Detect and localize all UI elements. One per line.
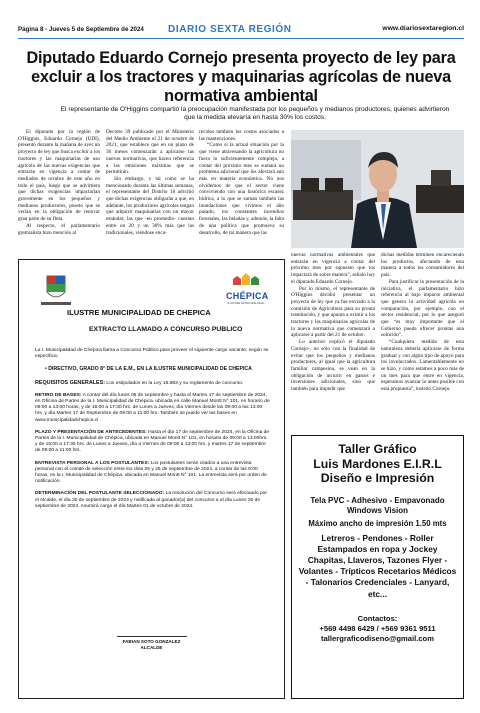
article-paragraph: Lo anterior explicó el diputado Cornejo-, no sólo con la finalidad de evitar que los pequeños y medianos productores, al igual que la agricultura familiar campesina, se vean en la obligación de incurrir en gastos e inversiones adicionales, sino que también para impedir que: [291, 339, 375, 393]
article-paragraph: Sin embargo, y tal como se ha mencionado durante las últimas semanas, el representante del Distrito 16 advirtió que dichas exigencias obligarán a que, en adelante, los productores agrícolas tengan que adquirir maquinarias con un mayor estándar, las que -en promedio- cuestan entre un 20 y un 30% más que las tradicionales, viéndose enca-: [106, 175, 194, 236]
notice-position: • DIRECTIVO, GRADO 8° DE LA E.M., EN LA ILUSTRE MUNICIPALIDAD DE CHEPICA: [45, 366, 252, 373]
article-paragraph: “Como si la actual situación por la que viene atravesando la agricultura no fuera lo suficientemente compleja, a contar del próximo mes se sumará un problema adicional que los afectará aún más en materia económica. No nos olvidemos de que el sector viene conviviendo con una histórica escasez hídrica, a lo que se suman también las inundaciones que vivimos el año pasado, los constantes incendios forestales, las heladas y, además, la falta de una política que promueva su desarrollo, de tal manera que las: [199, 142, 284, 236]
ad-product-list: Letreros - Pendones - Roller Estampados en ropa y Jockey Chapitas, Llaveros, Tazones Flyer - Volantes - Trípticos Recetarios Médicos - Talonarios Credenciales - Lanyard, etc...: [298, 532, 457, 599]
signature-line: [117, 636, 187, 637]
article-column-2: [106, 129, 194, 236]
entrevista-text: Los postulantes serán citados a una entrevista personal con el comité de selección entre los días 25 y 26 de septiembre de 2024, a contar de las 9:00 horas, en la I. Municipalidad de Chépica, ubicada en Manuel Montt N° 101. La entrevista será por orden de notificación.: [35, 460, 267, 485]
determinacion-label: DETERMINACIÓN DEL POSTULANTE SELECCIONADO:: [35, 491, 165, 497]
article-paragraph: recidos también los costos asociados a las mantenciones.: [199, 129, 284, 142]
article-paragraph: El diputado por la región de O'Higgins, Eduardo Cornejo (UDI), presentó durante la mañana de ayer un proyecto de ley que busca excluir a los tractores y las maquinarias de uso agrícola de las nuevas exigencias que entrarán en vigencia a contar de mediados de octubre de este año en todo el país, luego que se advirtiera que dichas exigencias impactarían gravemente en los pequeños y medianos productores, puesto que se verían en la obligación de renovar gran parte de su flota.: [18, 129, 100, 223]
page-header: [18, 24, 464, 38]
ad-services-1: Tela PVC - Adhesivo - Empavonado: [310, 495, 445, 505]
article-column-1: [18, 129, 100, 236]
article-column-3: [199, 129, 284, 236]
ad-phones[interactable]: +569 4498 6429 / +569 9361 9511: [319, 623, 436, 633]
requisitos-text: Los estipulados en la Ley 18.883 y su reglamento de concurso.: [106, 380, 244, 386]
notice-plazo: [35, 430, 271, 455]
municipal-notice: [18, 259, 285, 699]
print-shop-ad: [291, 435, 464, 699]
ad-max-width: Máximo ancho de impresión 1.50 mts: [308, 518, 447, 528]
notice-requisitos: [35, 380, 271, 387]
notice-body: [35, 348, 271, 516]
chepica-logo-text: CHÉPICA: [226, 291, 269, 301]
notice-determinacion: [35, 491, 271, 510]
notice-subtitle: EXTRACTO LLAMADO A CONCURSO PUBLICO: [89, 326, 243, 333]
website-link[interactable]: www.diariosextaregion.cl: [382, 25, 464, 32]
chepica-logo: [226, 272, 269, 308]
article-paragraph: nuevas normativas ambientales que entrarán en vigencia a contar del próximo mes por supuesto que los impactará de sobre manera”, señaló hoy el diputado Eduardo Cornejo.: [291, 252, 375, 285]
article-paragraph: Decreto 39 publicado por el Ministerio del Medio Ambiente el 21 de octubre de 2021, que establece que en un plazo de 36 meses comenzarán a aplicarse las nuevas normativas, que hacen referencia a las emisiones máximas que se permitirán.: [106, 129, 194, 176]
ad-services-2: Windows Vision: [346, 506, 409, 515]
newspaper-name: DIARIO SEXTA REGIÓN: [168, 24, 292, 35]
article-paragraph: Para justificar la presentación de la iniciativa, el parlamentario hizo referencia al bajo impacto ambiental que genera la actividad agrícola en comparación, por ejemplo, con el sector residencial, por lo que aseguró que “es muy importante que el Gobierno pueda ofrecer prontas una solución”.: [381, 278, 464, 339]
requisitos-label: REQUISITOS GENERALES:: [35, 379, 105, 386]
retiro-text: A contar del día lunes 05 de septiembre y hasta el Martes 17 de septiembre de 2024, en Oficina de Partes de la I. Municipalidad de Chépica, ubicada en calle Manuel Montt N° 101, en horario de 09:00 a 13:00 horas, y de 15:00 a 17:30 hrs. de Lunes a Jueves, día Viernes desde las 09:00 a las 13:00 hrs. y día Martes 17 de Septiembre de 09:00 a 11:00 hrs. También se puede ver las bases en www.municipalidadchepica.cl: [35, 392, 270, 423]
article-paragraph: Al respecto, el parlamentario gremialista hizo mención al: [18, 222, 100, 236]
ad-email[interactable]: tallergraficodiseno@gmail.com: [321, 633, 434, 643]
notice-intro: La I. Municipalidad de Chépica llama a Concurso Público para proveer el siguiente cargo vacante, según se especifica:: [35, 348, 269, 360]
plazo-label: PLAZO Y PRESENTACIÓN DE ANTECEDENTES:: [35, 429, 147, 435]
notice-entrevista: [35, 461, 271, 486]
article-paragraph: “Cualquiera medida de esta naturaleza debería aplicarse de forma gradual y con algún tipo de apoyo para los involucrados. Lamentablemente no se hizo, y como estamos a poco más de un mes para que entre en vigencia, esperamos avanzar lo antes posible con esta propuesta”, insistió Cornejo.: [381, 339, 464, 393]
header-divider: [18, 38, 464, 39]
ad-business-tagline: Diseño e Impresión: [320, 471, 435, 485]
article-photo: [291, 130, 464, 248]
notice-retiro: [35, 393, 271, 424]
determinacion-text: La resolución del Concurso será efectuado por el Alcalde, el día 30 de septiembre de 2024 y notificada al ganador(a) del concurso a el día Lunes 30 de septiembre de 2024. Asumirá cargo el día Martes 01 de octubre de 2024.: [35, 491, 268, 509]
plazo-text: Hasta el día 17 de septiembre de 2024, en la Oficina de Partes de la I. Municipalidad de Chépica, ubicada en Manuel Montt N° 101, en horario de 09:00 a 13.00hrs. y de 15:00 a 17:30 hrs. de Lunes a Jueves, día a Viernes de 09:00 a 13:00 hrs. y martes 17 de septiembre de 09:00 a 11:00 hrs.: [35, 429, 270, 454]
signer-role: ALCALDE: [140, 644, 163, 650]
town-skyline-icon: [231, 272, 261, 286]
notice-signature: [19, 636, 284, 651]
ad-business-name: Luis Mardones E.I.R.L: [313, 456, 442, 471]
page-date: Página 8 - Jueves 5 de Septiembre de 2024: [18, 26, 144, 33]
article-column-5: [381, 252, 464, 393]
article-deck: El representante de O'Higgins compartió la preocupación manifestada por los pequeños y medianos productores, quienes advirtieron que la medida elevaría en hasta 30% los costos.: [60, 106, 450, 121]
photo-illustration: [291, 130, 464, 248]
ad-business-line-1: Taller Gráfico: [338, 442, 417, 456]
retiro-label: RETIRO DE BASES:: [35, 392, 82, 398]
article-paragraph: dichas medidas terminen encareciendo los productos, afectando de esta manera a todos los consumidores del país.: [381, 252, 464, 279]
article-paragraph: Por lo mismo, el representante de O'Higgins decidió presentar un proyecto de ley que ya fue enviado a la comisión de Agricultura para su pronta tramitación, y que apunta a eximir a los tractores y las maquinarias agrícolas de la nueva normativa que comenzará a aplicarse a partir del 21 de octubre.: [291, 285, 375, 339]
article-headline: Diputado Eduardo Cornejo presenta proyecto de ley para excluir a los tractores y maquinarias agrícolas de nueva normativa ambiental: [26, 49, 456, 105]
ad-contact-label: Contactos:: [357, 613, 398, 623]
municipal-crest-logo: [37, 272, 75, 308]
entrevista-label: ENTREVISTA PERSONAL A LOS POSTULANTES:: [35, 460, 150, 466]
notice-position-text: DIRECTIVO, GRADO 8° DE LA E.M., EN LA ILUSTRE MUNICIPALIDAD DE CHEPICA: [48, 366, 252, 373]
notice-title: ILUSTRE MUNICIPALIDAD DE CHEPICA: [67, 308, 211, 317]
chepica-logo-subtext: ILUSTRE MUNICIPALIDAD: [227, 301, 265, 305]
article-column-4: [291, 252, 375, 393]
signer-name: FABIAN SOTO GONZALEZ: [122, 638, 181, 644]
crest-icon: [37, 272, 75, 308]
